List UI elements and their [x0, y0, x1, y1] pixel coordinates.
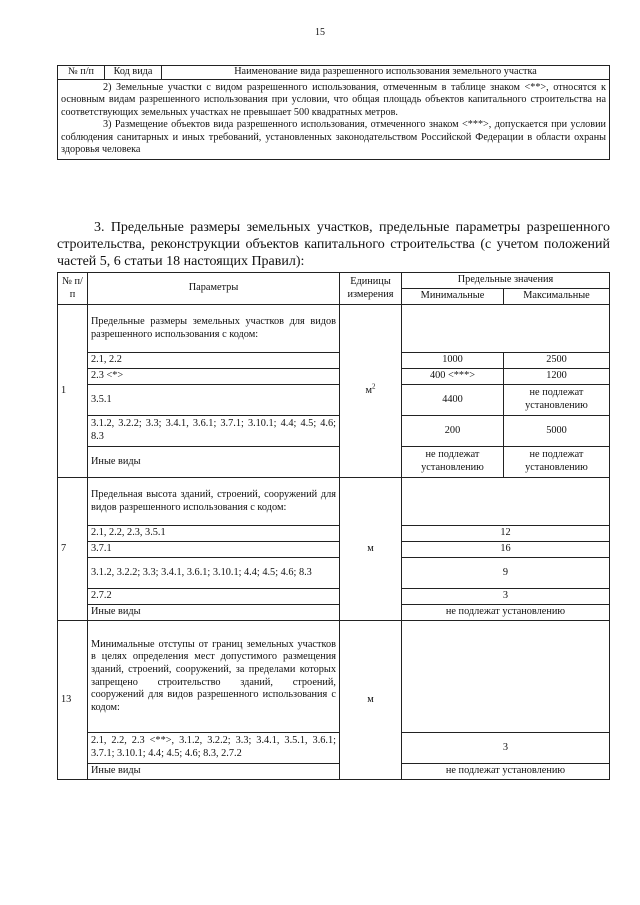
- group-7-unit: м: [340, 478, 402, 621]
- limit-value: не подлежат установлению: [402, 764, 610, 780]
- limit-value: 16: [402, 542, 610, 558]
- group-13-title-values: [402, 621, 610, 733]
- param-cell: Иные виды: [88, 605, 340, 621]
- header-params: Параметры: [88, 273, 340, 305]
- note-2: 2) Земельные участки с видом разрешенного использования, отмеченным в таблице знаком <**>, относятся к основным видам разрешенного использования при условии, что общая площадь объектов капитального строительства на соответствующих земельных участках не превышает 500 квадратных метров.: [61, 82, 606, 118]
- header-number: № п/п: [58, 66, 105, 80]
- min-value: 1000: [402, 353, 504, 369]
- row-number-13: 13: [58, 621, 88, 780]
- section-3-text: 3. Предельные размеры земельных участков, предельные параметры разрешенного строительства, реконструкции объектов капитального строительства (с учетом положений частей 5, 6 статьи 18 настоящих Правил):: [57, 220, 610, 269]
- section-heading: [57, 219, 610, 270]
- limits-table: [57, 272, 610, 780]
- row-number-7: 7: [58, 478, 88, 621]
- min-value: 400 <***>: [402, 369, 504, 385]
- min-value: 200: [402, 416, 504, 447]
- limit-value: 3: [402, 589, 610, 605]
- page-number: 15: [315, 27, 325, 38]
- group-1-title-values: [402, 305, 610, 353]
- max-value: не подлежат установлению: [504, 385, 610, 416]
- unit-text: м: [365, 384, 373, 396]
- group-13-unit: м: [340, 621, 402, 780]
- param-cell: 3.1.2, 3.2.2; 3.3; 3.4.1, 3.6.1; 3.10.1; 4.4; 4.5; 4.6; 8.3: [88, 558, 340, 589]
- group-13-title: Минимальные отступы от границ земельных участков в целях определения мест допустимого размещения зданий, строений, сооружений, за пределами которых запрещено строительство зданий, строений, сооружений для видов разрешенного использования с кодом:: [88, 621, 340, 733]
- max-value: не подлежат установлению: [504, 447, 610, 478]
- limit-value: 12: [402, 526, 610, 542]
- table-notes: [58, 80, 610, 160]
- min-value: не подлежат установлению: [402, 447, 504, 478]
- param-cell: 2.7.2: [88, 589, 340, 605]
- param-cell: 2.3 <*>: [88, 369, 340, 385]
- group-1-unit: [340, 305, 402, 478]
- param-cell: 3.1.2, 3.2.2; 3.3; 3.4.1, 3.6.1; 3.7.1; 3.10.1; 4.4; 4.5; 4.6; 8.3: [88, 416, 340, 447]
- row-number-1: 1: [58, 305, 88, 478]
- note-3: 3) Размещение объектов вида разрешенного использования, отмеченного знаком <***>, допускается при условии соблюдения санитарных и иных требований, установленных законодательством Российской Федерации в области охраны здоровья человека: [61, 119, 606, 156]
- param-cell: 2.1, 2.2: [88, 353, 340, 369]
- max-value: 5000: [504, 416, 610, 447]
- group-1-title: Предельные размеры земельных участков для видов разрешенного использования с кодом:: [88, 305, 340, 353]
- group-7-title: Предельная высота зданий, строений, сооружений для видов разрешенного использования с кодом:: [88, 478, 340, 526]
- param-cell: Иные виды: [88, 764, 340, 780]
- max-value: 1200: [504, 369, 610, 385]
- limit-value: не подлежат установлению: [402, 605, 610, 621]
- limit-value: 3: [402, 733, 610, 764]
- param-cell: Иные виды: [88, 447, 340, 478]
- param-cell: 3.7.1: [88, 542, 340, 558]
- param-cell: 2.1, 2.2, 2.3, 3.5.1: [88, 526, 340, 542]
- param-cell: 3.5.1: [88, 385, 340, 416]
- group-7-title-values: [402, 478, 610, 526]
- min-value: 4400: [402, 385, 504, 416]
- max-value: 2500: [504, 353, 610, 369]
- code-legend-table: [57, 65, 610, 160]
- limit-value: 9: [402, 558, 610, 589]
- header-code: Код вида: [105, 66, 162, 80]
- header-limits: Предельные значения: [402, 273, 610, 289]
- header-min: Минимальные: [402, 289, 504, 305]
- param-cell: 2.1, 2.2, 2.3 <**>, 3.1.2, 3.2.2; 3.3; 3.4.1, 3.5.1, 3.6.1; 3.7.1; 3.10.1; 4.4; 4.5; 4.6; 8.3, 2.7.2: [88, 733, 340, 764]
- unit-superscript: 2: [372, 382, 376, 391]
- header-max: Максимальные: [504, 289, 610, 305]
- header-number: № п/п: [58, 273, 88, 305]
- header-units: Единицы измерения: [340, 273, 402, 305]
- header-use-name: Наименование вида разрешенного использования земельного участка: [162, 66, 610, 80]
